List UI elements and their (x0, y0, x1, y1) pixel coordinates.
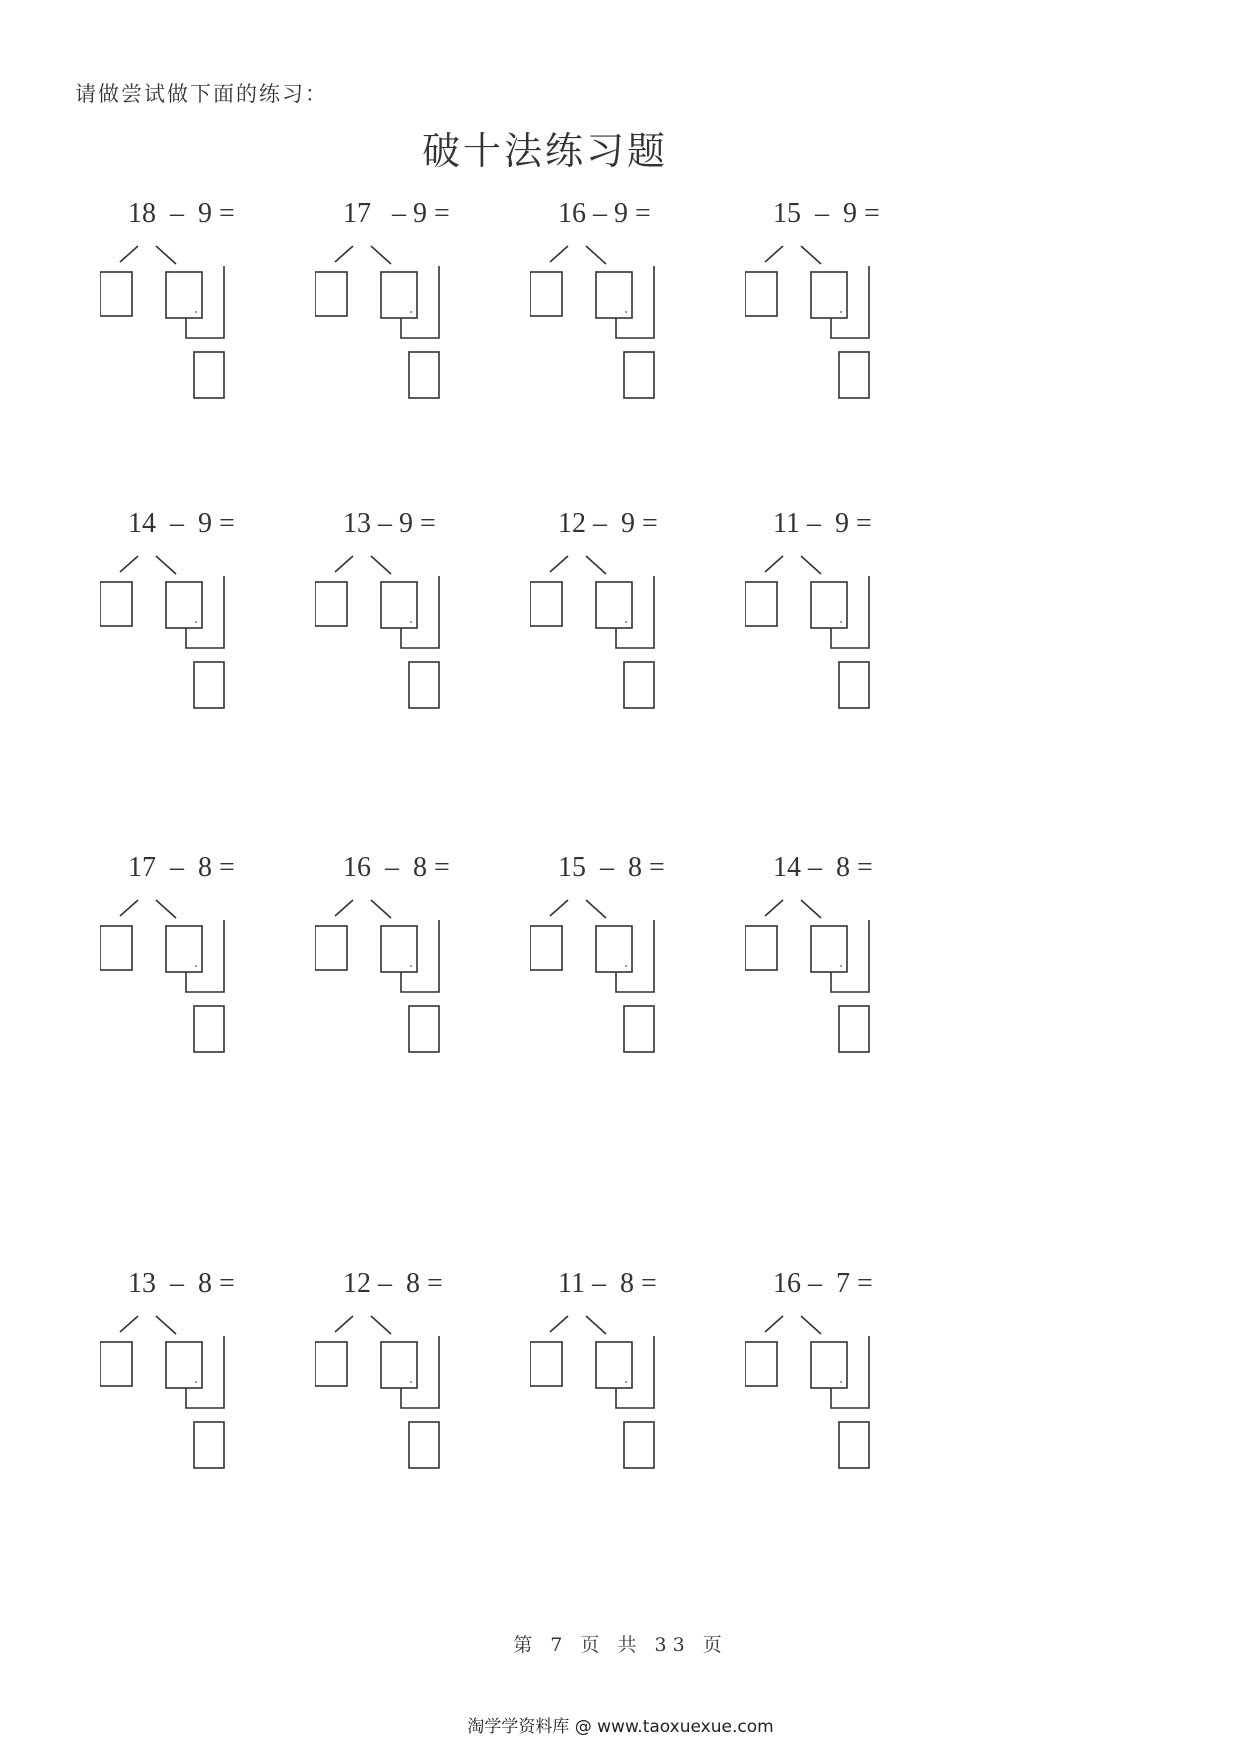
decomposition-diagram (530, 546, 690, 721)
branch-line-left (335, 1316, 353, 1332)
branch-line-left (765, 556, 783, 572)
dot-mark (410, 1381, 412, 1383)
answer-box-left[interactable] (315, 1342, 347, 1386)
branch-line-right (156, 556, 176, 574)
result-box[interactable] (624, 1006, 654, 1052)
result-box[interactable] (409, 1006, 439, 1052)
bracket-line (401, 576, 439, 648)
problem-item (745, 852, 965, 1092)
equation-text: 13 – 8 = (128, 1268, 235, 1299)
instruction-text: 请做尝试做下面的练习： (75, 82, 328, 106)
page-title: 破十法练习题 (422, 129, 669, 173)
branch-line-left (550, 1316, 568, 1332)
dot-mark (840, 621, 842, 623)
bracket-line (616, 1336, 654, 1408)
equation-text: 15 – 8 = (558, 852, 665, 883)
branch-line-left (550, 246, 568, 262)
answer-box-right[interactable] (381, 926, 417, 972)
answer-box-right[interactable] (811, 272, 847, 318)
decomposition-diagram (315, 1306, 475, 1481)
answer-box-left[interactable] (100, 926, 132, 970)
answer-box-left[interactable] (530, 582, 562, 626)
branch-line-left (550, 556, 568, 572)
decomposition-diagram (530, 890, 690, 1065)
decomposition-diagram (745, 1306, 905, 1481)
branch-line-left (765, 900, 783, 916)
equation-text: 11 – 8 = (558, 1268, 657, 1299)
answer-box-left[interactable] (100, 582, 132, 626)
branch-line-left (120, 246, 138, 262)
decomposition-diagram (745, 546, 905, 721)
decomposition-diagram (100, 890, 260, 1065)
problem-item (315, 198, 535, 438)
answer-box-left[interactable] (100, 272, 132, 316)
answer-box-right[interactable] (166, 1342, 202, 1388)
branch-line-right (156, 900, 176, 918)
branch-line-right (371, 1316, 391, 1334)
branch-line-right (586, 1316, 606, 1334)
equation-text: 16 – 9 = (558, 198, 651, 229)
answer-box-left[interactable] (315, 272, 347, 316)
branch-line-right (156, 1316, 176, 1334)
equation-text: 12 – 9 = (558, 508, 658, 539)
answer-box-left[interactable] (745, 926, 777, 970)
branch-line-right (801, 1316, 821, 1334)
answer-box-left[interactable] (530, 926, 562, 970)
bracket-line (401, 1336, 439, 1408)
answer-box-right[interactable] (381, 272, 417, 318)
bracket-line (186, 576, 224, 648)
result-box[interactable] (624, 1422, 654, 1468)
branch-line-right (586, 556, 606, 574)
branch-line-left (335, 246, 353, 262)
problem-item (745, 1268, 965, 1508)
bracket-line (616, 576, 654, 648)
bracket-line (831, 266, 869, 338)
bracket-line (616, 266, 654, 338)
problem-item (100, 508, 320, 748)
answer-box-right[interactable] (381, 1342, 417, 1388)
result-box[interactable] (194, 1006, 224, 1052)
decomposition-diagram (315, 890, 475, 1065)
dot-mark (410, 621, 412, 623)
problem-item (745, 508, 965, 748)
branch-line-left (120, 900, 138, 916)
dot-mark (195, 621, 197, 623)
decomposition-diagram (100, 236, 260, 411)
equation-text: 14 – 9 = (128, 508, 235, 539)
problem-item (530, 198, 750, 438)
branch-line-right (371, 900, 391, 918)
bracket-line (186, 266, 224, 338)
problem-item (745, 198, 965, 438)
equation-text: 11 – 9 = (773, 508, 872, 539)
branch-line-left (765, 246, 783, 262)
problem-item (530, 852, 750, 1092)
decomposition-diagram (745, 890, 905, 1065)
branch-line-left (120, 556, 138, 572)
bracket-line (401, 266, 439, 338)
dot-mark (410, 965, 412, 967)
branch-line-right (801, 556, 821, 574)
result-box[interactable] (409, 1422, 439, 1468)
result-box[interactable] (624, 352, 654, 398)
answer-box-right[interactable] (596, 272, 632, 318)
dot-mark (625, 311, 627, 313)
branch-line-right (371, 556, 391, 574)
page-number: 第 7 页 共 33 页 (513, 1634, 728, 1656)
problem-item (315, 508, 535, 748)
answer-box-right[interactable] (811, 1342, 847, 1388)
decomposition-diagram (100, 1306, 260, 1481)
dot-mark (195, 965, 197, 967)
dot-mark (195, 311, 197, 313)
answer-box-right[interactable] (596, 1342, 632, 1388)
equation-text: 17 – 8 = (128, 852, 235, 883)
dot-mark (840, 1381, 842, 1383)
equation-text: 12 – 8 = (343, 1268, 443, 1299)
branch-line-right (586, 246, 606, 264)
answer-box-left[interactable] (100, 1342, 132, 1386)
answer-box-left[interactable] (315, 926, 347, 970)
answer-box-right[interactable] (381, 582, 417, 628)
answer-box-right[interactable] (811, 926, 847, 972)
problem-item (315, 852, 535, 1092)
answer-box-right[interactable] (596, 582, 632, 628)
answer-box-right[interactable] (596, 926, 632, 972)
branch-line-right (371, 246, 391, 264)
answer-box-left[interactable] (315, 582, 347, 626)
result-box[interactable] (839, 662, 869, 708)
dot-mark (625, 965, 627, 967)
branch-line-left (550, 900, 568, 916)
decomposition-diagram (100, 546, 260, 721)
equation-text: 13 – 9 = (343, 508, 436, 539)
answer-box-left[interactable] (745, 272, 777, 316)
dot-mark (625, 1381, 627, 1383)
dot-mark (195, 1381, 197, 1383)
branch-line-left (335, 556, 353, 572)
branch-line-left (120, 1316, 138, 1332)
bracket-line (616, 920, 654, 992)
decomposition-diagram (315, 546, 475, 721)
branch-line-right (156, 246, 176, 264)
equation-text: 16 – 8 = (343, 852, 450, 883)
problem-item (100, 198, 320, 438)
dot-mark (840, 965, 842, 967)
problem-item (530, 508, 750, 748)
answer-box-right[interactable] (166, 272, 202, 318)
problem-item (315, 1268, 535, 1508)
dot-mark (840, 311, 842, 313)
equation-text: 14 – 8 = (773, 852, 873, 883)
bracket-line (831, 920, 869, 992)
branch-line-left (335, 900, 353, 916)
branch-line-right (586, 900, 606, 918)
answer-box-left[interactable] (530, 1342, 562, 1386)
equation-text: 17 – 9 = (343, 198, 450, 229)
result-box[interactable] (839, 352, 869, 398)
bracket-line (186, 1336, 224, 1408)
equation-text: 15 – 9 = (773, 198, 880, 229)
bracket-line (401, 920, 439, 992)
answer-box-left[interactable] (745, 1342, 777, 1386)
bracket-line (831, 1336, 869, 1408)
branch-line-left (765, 1316, 783, 1332)
answer-box-right[interactable] (166, 582, 202, 628)
decomposition-diagram (315, 236, 475, 411)
watermark-text: 淘学学资料库 @ www.taoxuexue.com (467, 1717, 774, 1737)
answer-box-left[interactable] (745, 582, 777, 626)
answer-box-right[interactable] (811, 582, 847, 628)
decomposition-diagram (745, 236, 905, 411)
problem-item (100, 1268, 320, 1508)
dot-mark (410, 311, 412, 313)
decomposition-diagram (530, 236, 690, 411)
result-box[interactable] (839, 1422, 869, 1468)
answer-box-left[interactable] (530, 272, 562, 316)
result-box[interactable] (194, 1422, 224, 1468)
problem-item (530, 1268, 750, 1508)
result-box[interactable] (409, 662, 439, 708)
branch-line-right (801, 246, 821, 264)
dot-mark (625, 621, 627, 623)
result-box[interactable] (194, 352, 224, 398)
bracket-line (186, 920, 224, 992)
branch-line-right (801, 900, 821, 918)
equation-text: 18 – 9 = (128, 198, 235, 229)
bracket-line (831, 576, 869, 648)
result-box[interactable] (624, 662, 654, 708)
answer-box-right[interactable] (166, 926, 202, 972)
result-box[interactable] (194, 662, 224, 708)
equation-text: 16 – 7 = (773, 1268, 873, 1299)
result-box[interactable] (409, 352, 439, 398)
problem-item (100, 852, 320, 1092)
decomposition-diagram (530, 1306, 690, 1481)
result-box[interactable] (839, 1006, 869, 1052)
